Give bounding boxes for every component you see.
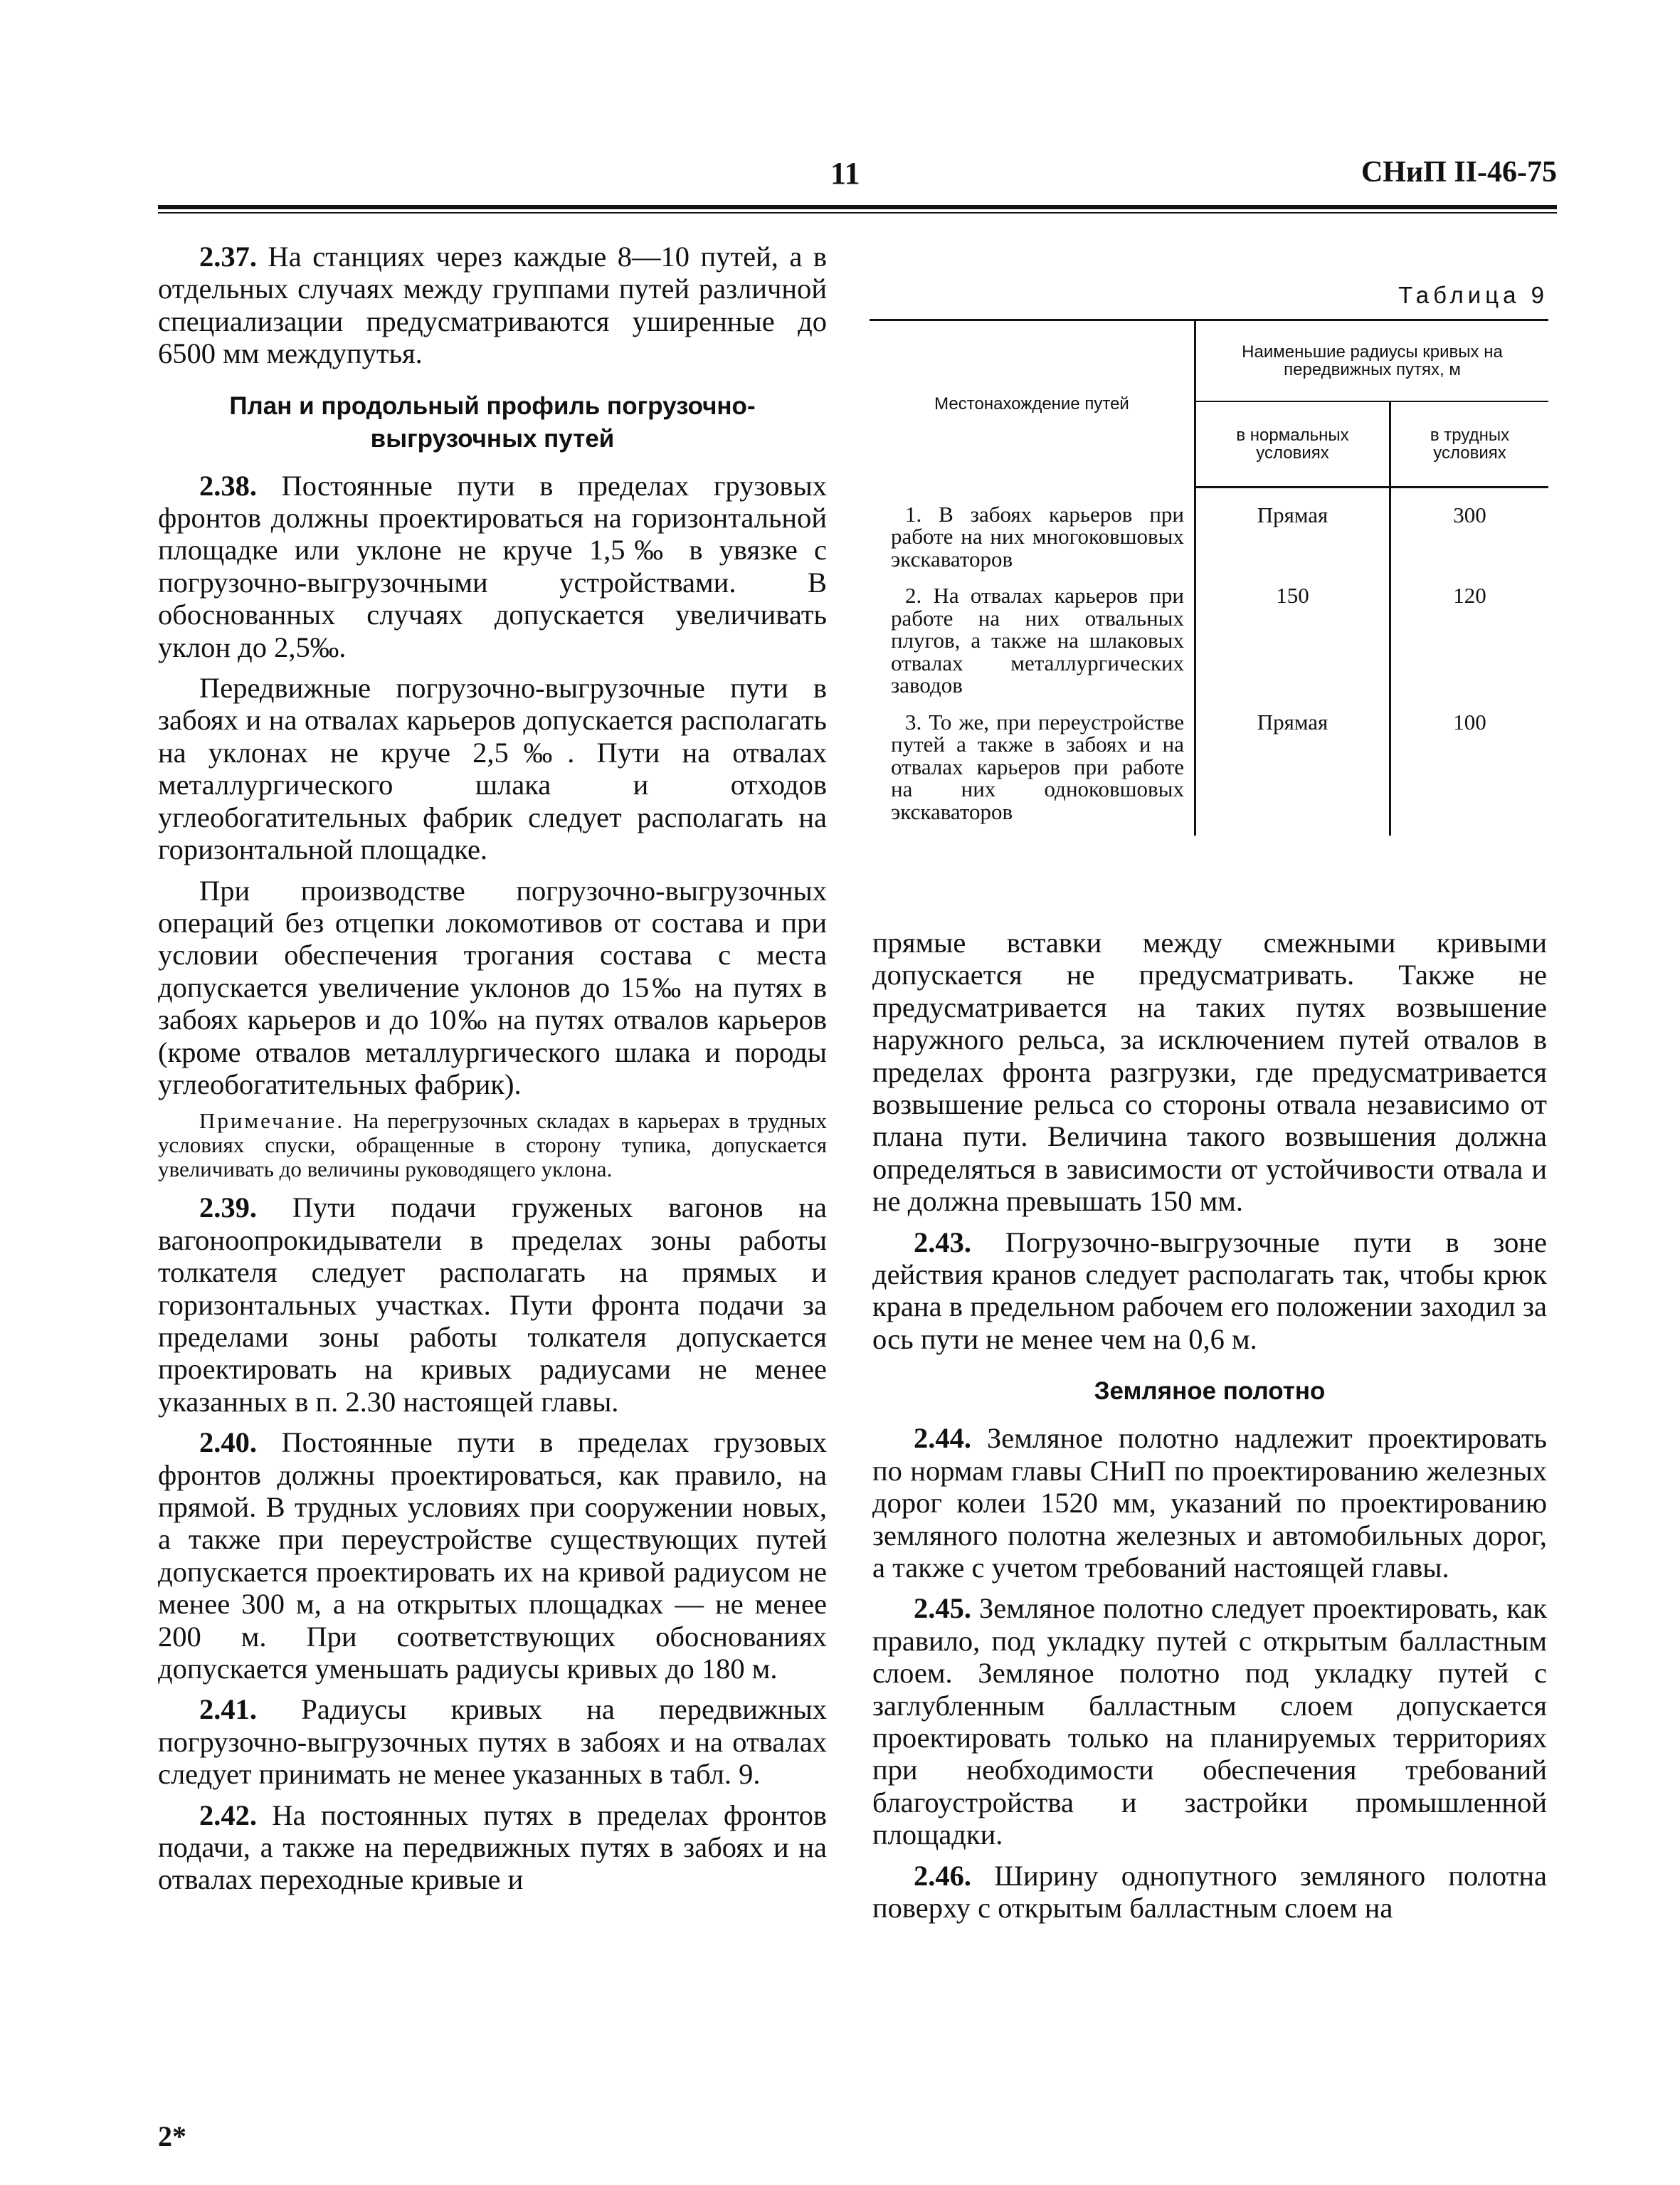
- row-hard-radius: 300: [1453, 502, 1486, 527]
- table-row: [870, 488, 1548, 585]
- row-location: 3. То же, при переустройстве путей а также в забоях и на отвалах карьеров при работе на них одноковшовых экскаваторов: [870, 711, 1195, 836]
- clause-number: 2.40.: [199, 1426, 257, 1459]
- clause-text: Пути подачи груженых вагонов на вагоноопрокидыватели в пределах зоны работы толкателя следует располагать на прямых и горизонтальных участках. Пути фронта подачи за пределами зоны работы толкателя допускается проектировать на кривых радиусами не менее указанных в п. 2.30 настоящей главы.: [158, 1191, 827, 1418]
- clause-2-38-mobile-tracks: Передвижные погрузочно-выгрузочные пути в забоях и на отвалах карьеров допускается располагать на уклонах не круче 2,5‰. Пути на отвалах металлургического шлака и отходов углеобогатительных фабрик следует располагать на горизонтальной площадке.: [158, 672, 827, 866]
- clause-text: На станциях через каждые 8—10 путей, а в отдельных случаях между группами путей различной специализации предусматриваются уширенные до 6500 мм междупутья.: [158, 241, 827, 370]
- clause-number: 2.38.: [199, 469, 257, 502]
- table-caption: Таблица 9: [1398, 282, 1548, 308]
- clause-2-39: [158, 1191, 827, 1418]
- row-normal-radius: 150: [1195, 584, 1390, 711]
- col-header-hard: в трудных условиях: [1390, 401, 1549, 488]
- clause-number: 2.45.: [914, 1592, 971, 1625]
- page-number: 11: [830, 156, 860, 191]
- note: [158, 1109, 827, 1181]
- row-normal-radius: Прямая: [1195, 488, 1390, 585]
- note-text: На перегрузочных складах в карьерах в трудных условиях спуски, обращенные в сторону тупика, допускается увеличивать до величины руководящего уклона.: [158, 1108, 827, 1182]
- note-label: Примечание.: [199, 1108, 345, 1134]
- row-hard-radius: 100: [1453, 709, 1486, 735]
- clause-text: Радиусы кривых на передвижных погрузочно-выгрузочных путях в забоях и на отвалах следует принимать не менее указанных в табл. 9.: [158, 1693, 827, 1791]
- row-location: 2. На отвалах карьеров при работе на них отвальных плугов, а также на шлаковых отвалах металлургических заводов: [870, 584, 1195, 711]
- section-heading-earthwork: Земляное полотно: [1094, 1377, 1326, 1406]
- clause-number: 2.44.: [914, 1422, 971, 1455]
- clause-number: 2.42.: [199, 1799, 257, 1831]
- clause-2-42: [158, 1799, 827, 1896]
- col-header-group: Наименьшие радиусы кривых на передвижных путях, м: [1195, 320, 1549, 402]
- clause-text: Земляное полотно надлежит проектировать по нормам главы СНиП по проектированию железных дорог колеи 1520 мм, указаний по проектированию земляного полотна железных и автомобильных дорог, а также с учетом требований настоящей главы.: [872, 1422, 1547, 1584]
- left-column: [158, 241, 827, 1905]
- table-9: [870, 282, 1548, 836]
- clause-number: 2.37.: [199, 241, 257, 273]
- clause-text: На постоянных путях в пределах фронтов подачи, а также на передвижных путях в забоях и на отвалах переходные кривые и: [158, 1799, 827, 1896]
- clause-number: 2.46.: [914, 1859, 971, 1892]
- clause-2-38: [158, 470, 827, 663]
- header-rule-thick: [158, 205, 1557, 209]
- col-header-normal: в нормальных условиях: [1195, 401, 1390, 488]
- clause-text: Постоянные пути в пределах грузовых фронтов должны проектироваться, как правило, на прямой. В трудных условиях при сооружении новых, а также при переустройстве существующих путей допускается проектировать их на кривой радиусом не менее 300 м, а на открытых площадках — не менее 200 м. При соответствующих обоснованиях допускается уменьшать радиусы кривых до 180 м.: [158, 1426, 827, 1685]
- section-heading-profile: План и продольный профиль погрузочно-выгрузочных путей: [229, 391, 756, 453]
- row-normal-radius: Прямая: [1195, 711, 1390, 836]
- table-row: [870, 584, 1548, 711]
- clause-2-38-operations: При производстве погрузочно-выгрузочных операций без отцепки локомотивов от состава и при условии обеспечения трогания состава с места допускается увеличение уклонов до 15‰ на путях в забоях карьеров и до 10‰ на путях отвалов карьеров (кроме отвалов металлургического шлака и породы углеобогатительных фабрик).: [158, 874, 827, 1100]
- row-hard-radius: 120: [1453, 583, 1486, 608]
- signature-mark: 2*: [158, 2120, 186, 2152]
- radius-table: [870, 319, 1548, 836]
- table-row: [870, 711, 1548, 836]
- clause-number: 2.39.: [199, 1191, 257, 1224]
- clause-2-41: [158, 1693, 827, 1790]
- clause-text: Постоянные пути в пределах грузовых фронтов должны проектироваться на горизонтальной площадке или уклоне не круче 1,5‰ в увязке с погрузочно-выгрузочными устройствами. В обоснованных случаях допускается увеличивать уклон до 2,5‰.: [158, 469, 827, 663]
- right-column: [872, 927, 1547, 1932]
- clause-2-42-continued: прямые вставки между смежными кривыми допускается не предусматривать. Также не предусматривается на таких путях возвышение наружного рельса, за исключением путей отвалов в пределах фронта разгрузки, где предусматривается возвышение рельса со стороны отвала независимо от плана пути. Величина такого возвышения должна определяться в зависимости от устойчивости отвала и не должна превышать 150 мм.: [872, 927, 1547, 1218]
- page-header: [158, 155, 1557, 198]
- clause-text: Погрузочно-выгрузочные пути в зоне действия кранов следует располагать так, чтобы крюк крана в предельном рабочем его положении заходил за ось пути не менее чем на 0,6 м.: [872, 1226, 1547, 1355]
- clause-2-37: [158, 241, 827, 370]
- clause-number: 2.43.: [914, 1226, 971, 1258]
- document-code: СНиП II-46-75: [1361, 156, 1557, 189]
- header-rule-thin: [158, 212, 1557, 214]
- clause-text: Ширину однопутного земляного полотна поверху с открытым балластным слоем на: [872, 1859, 1547, 1924]
- clause-2-43: [872, 1226, 1547, 1356]
- col-header-location: Местонахождение путей: [870, 320, 1195, 488]
- clause-2-46: [872, 1860, 1547, 1925]
- clause-2-40: [158, 1426, 827, 1685]
- clause-number: 2.41.: [199, 1693, 257, 1726]
- clause-2-45: [872, 1592, 1547, 1850]
- clause-2-44: [872, 1422, 1547, 1584]
- clause-text: Земляное полотно следует проектировать, как правило, под укладку путей с открытым балластным слоем. Земляное полотно под укладку путей с заглубленным балластным слоем допускается проектировать только на планируемых территориях при необходимости обеспечения требований благоустройства и застройки промышленной площадки.: [872, 1592, 1547, 1851]
- row-location: 1. В забоях карьеров при работе на них многоковшовых экскаваторов: [870, 488, 1195, 585]
